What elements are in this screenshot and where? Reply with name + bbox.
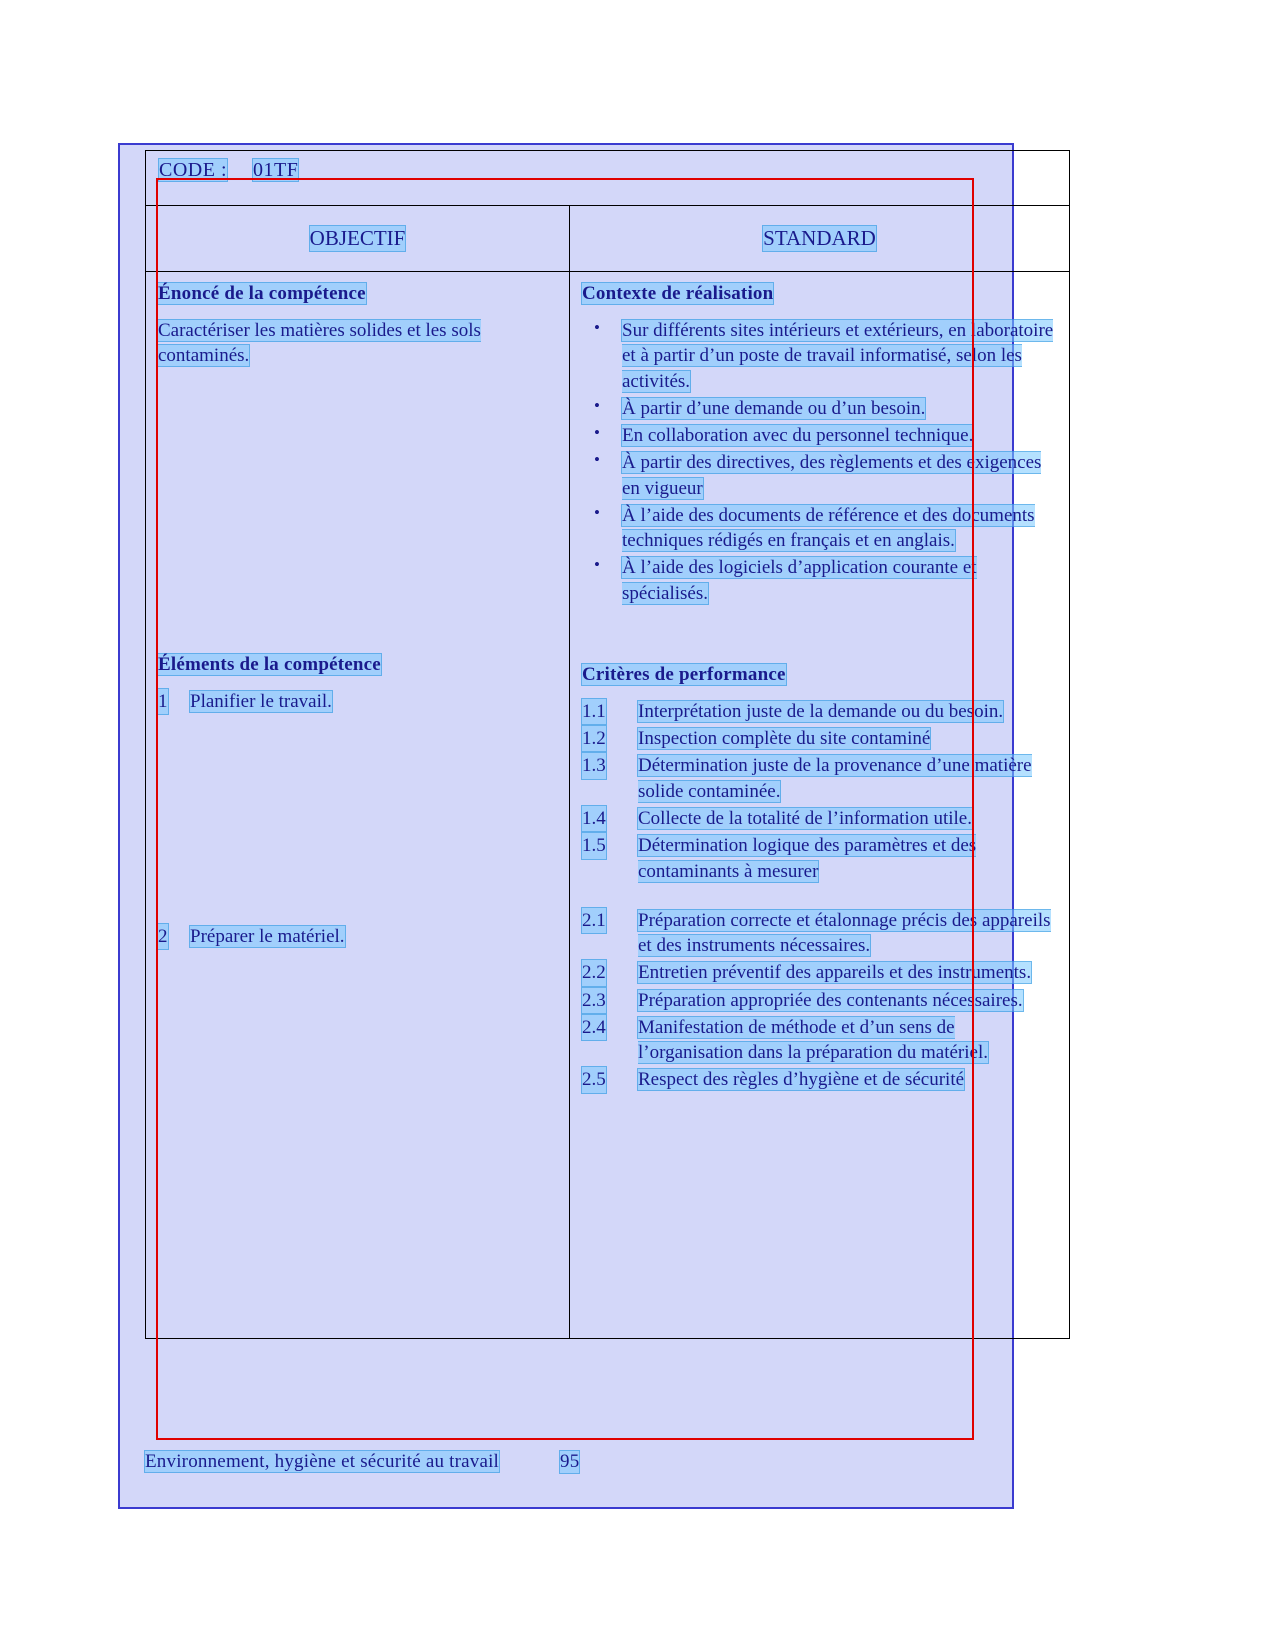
enonce-text-label: Caractériser les matières solides et les sols contaminés. [158, 320, 481, 367]
list-item [582, 423, 1059, 448]
column-header-objectif-label: OBJECTIF [309, 226, 406, 250]
critere-number: 1.2 [582, 726, 606, 751]
critere-text: Préparation correcte et étalonnage précis des appareils et des instruments nécessaires. [638, 909, 1051, 957]
critere-text: Manifestation de méthode et d’un sens de l’organisation dans la préparation du matériel. [638, 1016, 988, 1064]
table-header-row [146, 206, 1069, 272]
footer-text: Environnement, hygiène et sécurité au travail [145, 1451, 500, 1472]
critere-item [582, 833, 1059, 884]
criteres-title-label: Critères de performance [582, 663, 786, 685]
list-item [582, 396, 1059, 421]
contexte-item-text: À l’aide des logiciels d’application courante et spécialisés. [622, 557, 977, 604]
element-number: 1 [158, 689, 168, 714]
code-value: 01TF [253, 159, 299, 181]
list-item [582, 450, 1059, 501]
critere-text: Détermination logique des paramètres et des contaminants à mesurer [638, 835, 977, 882]
footer-page-number: 95 [560, 1451, 580, 1472]
element-text: Préparer le matériel. [190, 925, 345, 947]
code-label: CODE : [159, 159, 227, 181]
critere-number: 1.5 [582, 833, 606, 858]
critere-number: 2.4 [582, 1015, 606, 1040]
enonce-title-label: Énoncé de la compétence [158, 283, 366, 304]
critere-item [582, 699, 1059, 724]
standard-column [570, 272, 1069, 1338]
critere-text: Collecte de la totalité de l’information utile. [638, 807, 972, 829]
enonce-text [158, 318, 559, 369]
column-header-standard-label: STANDARD [763, 226, 876, 250]
enonce-title [158, 283, 559, 305]
critere-number: 2.5 [582, 1067, 606, 1092]
column-header-standard [570, 206, 1069, 271]
element-item [158, 689, 559, 714]
element-number: 2 [158, 924, 168, 949]
code-field [159, 159, 298, 182]
contexte-item-text: À partir des directives, des règlements et des exigences en vigueur [622, 452, 1042, 499]
critere-text: Préparation appropriée des contenants nécessaires. [638, 989, 1023, 1011]
critere-text: Entretien préventif des appareils et des instruments. [638, 962, 1032, 984]
elements-title [158, 654, 559, 676]
criteres-title [582, 664, 1059, 686]
criteres-group [582, 699, 1059, 884]
objectif-column [146, 272, 570, 1338]
critere-item [582, 1067, 1059, 1092]
critere-text: Interprétation juste de la demande ou du besoin. [638, 700, 1004, 722]
competency-table [145, 150, 1070, 1339]
critere-item [582, 753, 1059, 804]
criteres-group [582, 908, 1059, 1093]
critere-item [582, 726, 1059, 751]
contexte-title [582, 283, 1059, 305]
list-item [582, 555, 1059, 606]
critere-number: 2.1 [582, 908, 606, 933]
contexte-list [582, 318, 1059, 606]
list-item [582, 503, 1059, 554]
column-header-objectif [146, 206, 570, 271]
elements-title-label: Éléments de la compétence [158, 653, 381, 675]
element-text: Planifier le travail. [190, 690, 332, 712]
contexte-item-text: À l’aide des documents de référence et des documents techniques rédigés en français et en anglais. [622, 504, 1035, 552]
critere-item [582, 988, 1059, 1013]
critere-number: 1.4 [582, 806, 606, 831]
list-item [582, 318, 1059, 394]
contexte-title-label: Contexte de réalisation [582, 283, 774, 304]
critere-number: 1.3 [582, 753, 606, 778]
critere-item [582, 908, 1059, 959]
critere-item [582, 960, 1059, 985]
critere-number: 1.1 [582, 699, 606, 724]
contexte-item-text: Sur différents sites intérieurs et extérieurs, en laboratoire et à partir d’un poste de travail informatisé, selon les activités. [622, 320, 1054, 392]
critere-text: Respect des règles d’hygiène et de sécurité [638, 1069, 965, 1091]
critere-item [582, 1015, 1059, 1066]
code-row [146, 151, 1069, 206]
table-body-row [146, 272, 1069, 1338]
critere-number: 2.2 [582, 960, 606, 985]
critere-item [582, 806, 1059, 831]
critere-number: 2.3 [582, 988, 606, 1013]
critere-text: Inspection complète du site contaminé [638, 728, 931, 750]
contexte-item-text: À partir d’une demande ou d’un besoin. [622, 397, 926, 419]
page-footer [145, 1451, 745, 1473]
critere-text: Détermination juste de la provenance d’une matière solide contaminée. [638, 755, 1032, 802]
element-item [158, 924, 559, 949]
contexte-item-text: En collaboration avec du personnel technique. [622, 425, 974, 447]
